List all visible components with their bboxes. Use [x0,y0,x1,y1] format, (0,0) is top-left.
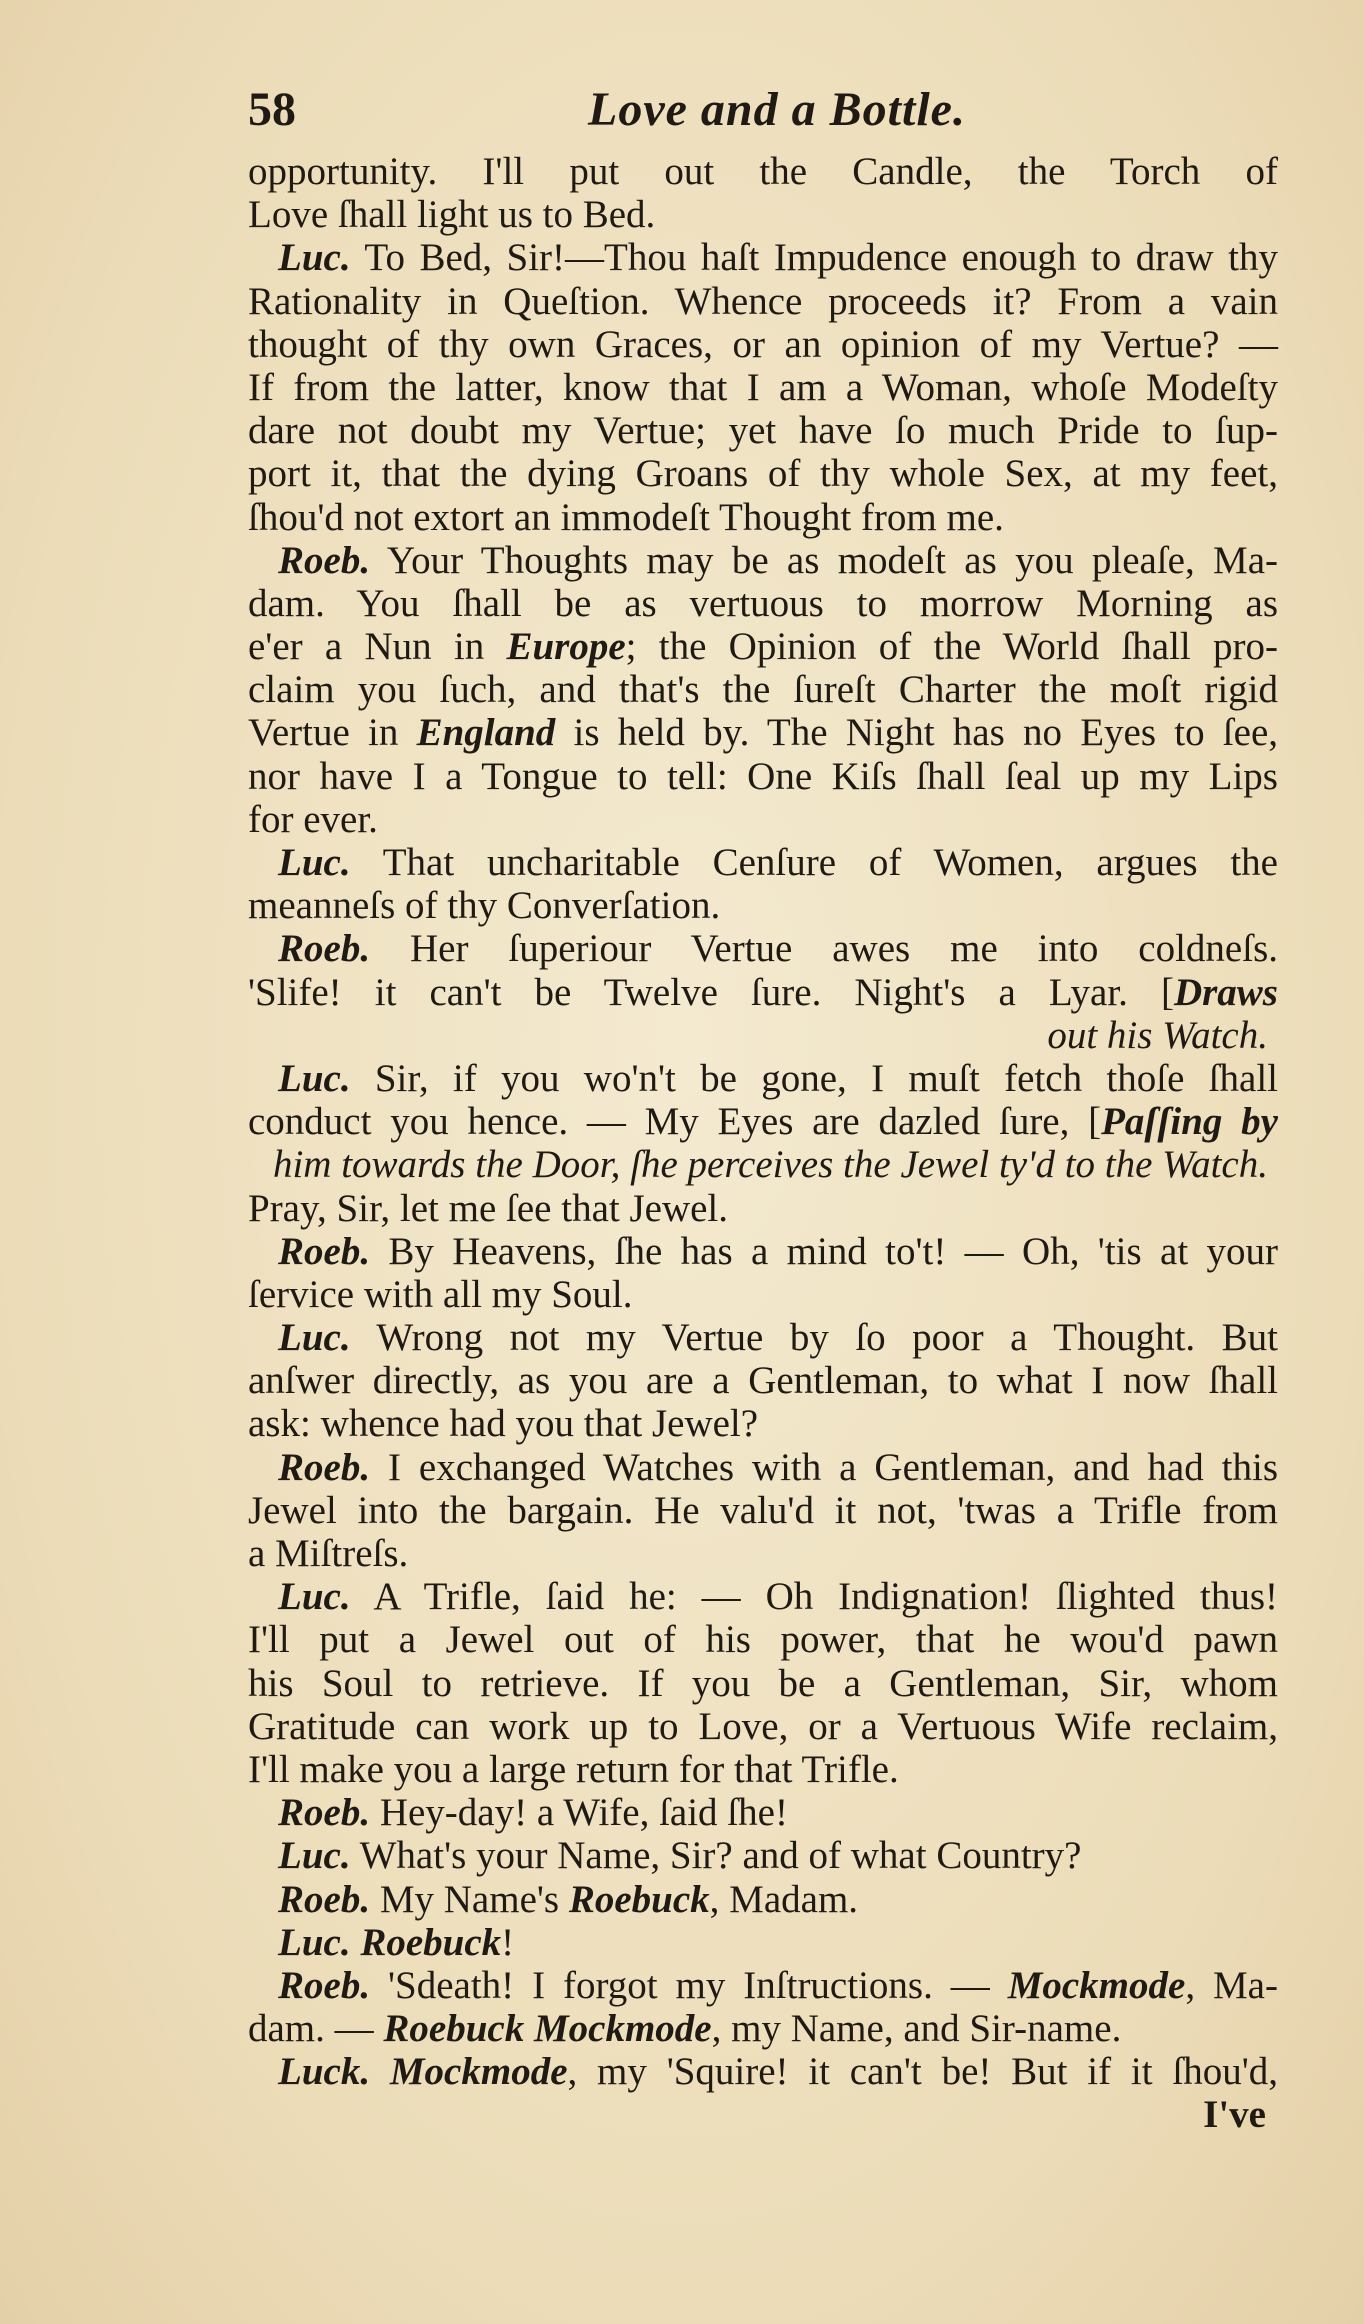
text-line: his Soul to retrieve. If you be a Gentleman, Sir, whom [248,1661,1278,1705]
text-line: opportunity. I'll put out the Candle, the Torch of [248,150,1278,193]
text-line: ſhou'd not extort an immodeſt Thought from me. [248,495,1004,539]
text-line: Jewel into the bargain. He valu'd it not, 'twas a Trifle from [248,1488,1278,1532]
text-line: Pray, Sir, let me ſee that Jewel. [248,1186,729,1230]
text-line: e'er a Nun in Europe; the Opinion of the World ſhall pro- [248,625,1278,669]
text-line: Luc. Sir, if you wo'n't be gone, I muſt fetch thoſe ſhall [278,1056,1278,1100]
text-line: Rationality in Queſtion. Whence proceeds it? From a vain [248,279,1278,323]
text-line: 'Slife! it can't be Twelve ſure. Night's a Lyar. [Draws [248,970,1278,1014]
speaker-prefix: Luc. [278,1316,351,1360]
text-line: Luc. That uncharitable Cenſure of Women, argues the [278,841,1278,884]
page-number: 58 [248,83,296,136]
text-line: Vertue in England is held by. The Night has no Eyes to ſee, [248,711,1279,755]
text-line: I'll put a Jewel out of his power, that he wou'd pawn [248,1618,1278,1662]
text-line: Gratitude can work up to Love, or a Vertuous Wife reclaim, [248,1704,1278,1748]
speaker-prefix: Luc. [278,236,351,280]
text-line: conduct you hence. — My Eyes are dazled ſure, [Paſſing by [248,1100,1278,1144]
text-line: Luc. To Bed, Sir!—Thou haſt Impudence enough to draw thy [278,236,1278,280]
text-line: meanneſs of thy Converſation. [248,884,721,928]
text-line: Luc. A Trifle, ſaid he: — Oh Indignation! ſlighted thus! [278,1575,1278,1619]
speaker-prefix: Roeb. [278,1791,371,1835]
text-line: Roeb. Hey-day! a Wife, ſaid ſhe! [278,1791,788,1835]
catchword: I've [1203,2093,1266,2137]
text-line: Roeb. 'Sdeath! I forgot my Inſtructions. — Mockmode, Ma- [278,1963,1278,2007]
speaker-prefix: Roeb. [278,1963,371,2007]
speaker-prefix: Roeb. [278,1445,371,1489]
text-line: Roeb. Your Thoughts may be as modeſt as you pleaſe, Ma- [278,538,1278,582]
speaker-prefix: Luc. [278,1056,351,1100]
text-line: nor have I a Tongue to tell: One Kiſs ſhall ſeal up my Lips [248,754,1278,798]
text-line: out his Watch. [1047,1013,1268,1057]
text-line: Roeb. Her ſuperiour Vertue awes me into coldneſs. [278,927,1278,971]
speaker-prefix: Luc. [278,841,351,884]
text-line: dare not doubt my Vertue; yet have ſo much Pride to ſup- [248,409,1278,453]
speaker-prefix: Roeb. [278,538,371,582]
speaker-prefix: Roeb. [278,927,371,971]
text-line: anſwer directly, as you are a Gentleman, to what I now ſhall [248,1359,1278,1403]
text-line: dam. You ſhall be as vertuous to morrow Morning as [248,581,1278,625]
running-title: Love and a Bottle. [588,83,966,136]
text-line: for ever. [248,797,378,841]
text-line: dam. — Roebuck Mockmode, my Name, and Sir-name. [248,2007,1122,2051]
text-line: Roeb. My Name's Roebuck, Madam. [278,1877,859,1921]
speaker-prefix: Luc. [278,1920,351,1964]
text-line: him towards the Door, ſhe perceives the Jewel ty'd to the Watch. [272,1143,1268,1187]
text-line: port it, that the dying Groans of thy whole Sex, at my feet, [248,452,1278,496]
text-line: If from the latter, know that I am a Woman, whoſe Modeſty [248,365,1278,409]
text-line: I'll make you a large return for that Trifle. [248,1747,899,1791]
play-text [248,150,1278,2137]
text-line: Roeb. By Heavens, ſhe has a mind to't! — Oh, 'tis at your [278,1229,1278,1273]
speaker-prefix: Luc. [278,1575,351,1619]
text-line: Love ſhall light us to Bed. [248,193,656,237]
page-header [248,72,1268,152]
speaker-prefix: Roeb. [278,1877,371,1921]
text-line: ask: whence had you that Jewel? [248,1402,759,1446]
text-line: ſervice with all my Soul. [248,1272,633,1316]
text-line: claim you ſuch, and that's the ſureſt Charter the moſt rigid [248,668,1278,712]
text-line: a Miſtreſs. [248,1532,409,1575]
text-line: Luc. What's your Name, Sir? and of what Country? [278,1834,1082,1878]
speaker-prefix: Luck. [278,2050,371,2094]
speaker-prefix: Luc. [278,1834,351,1878]
text-line: Luck. Mockmode, my 'Squire! it can't be! But if it ſhou'd, [278,2050,1279,2094]
text-line: Luc. Wrong not my Vertue by ſo poor a Thought. But [278,1316,1278,1360]
speaker-prefix: Roeb. [278,1229,371,1273]
text-line: Roeb. I exchanged Watches with a Gentleman, and had this [278,1445,1278,1489]
text-line: Luc. Roebuck! [278,1920,515,1964]
text-line: thought of thy own Graces, or an opinion of my Vertue? — [248,322,1278,366]
